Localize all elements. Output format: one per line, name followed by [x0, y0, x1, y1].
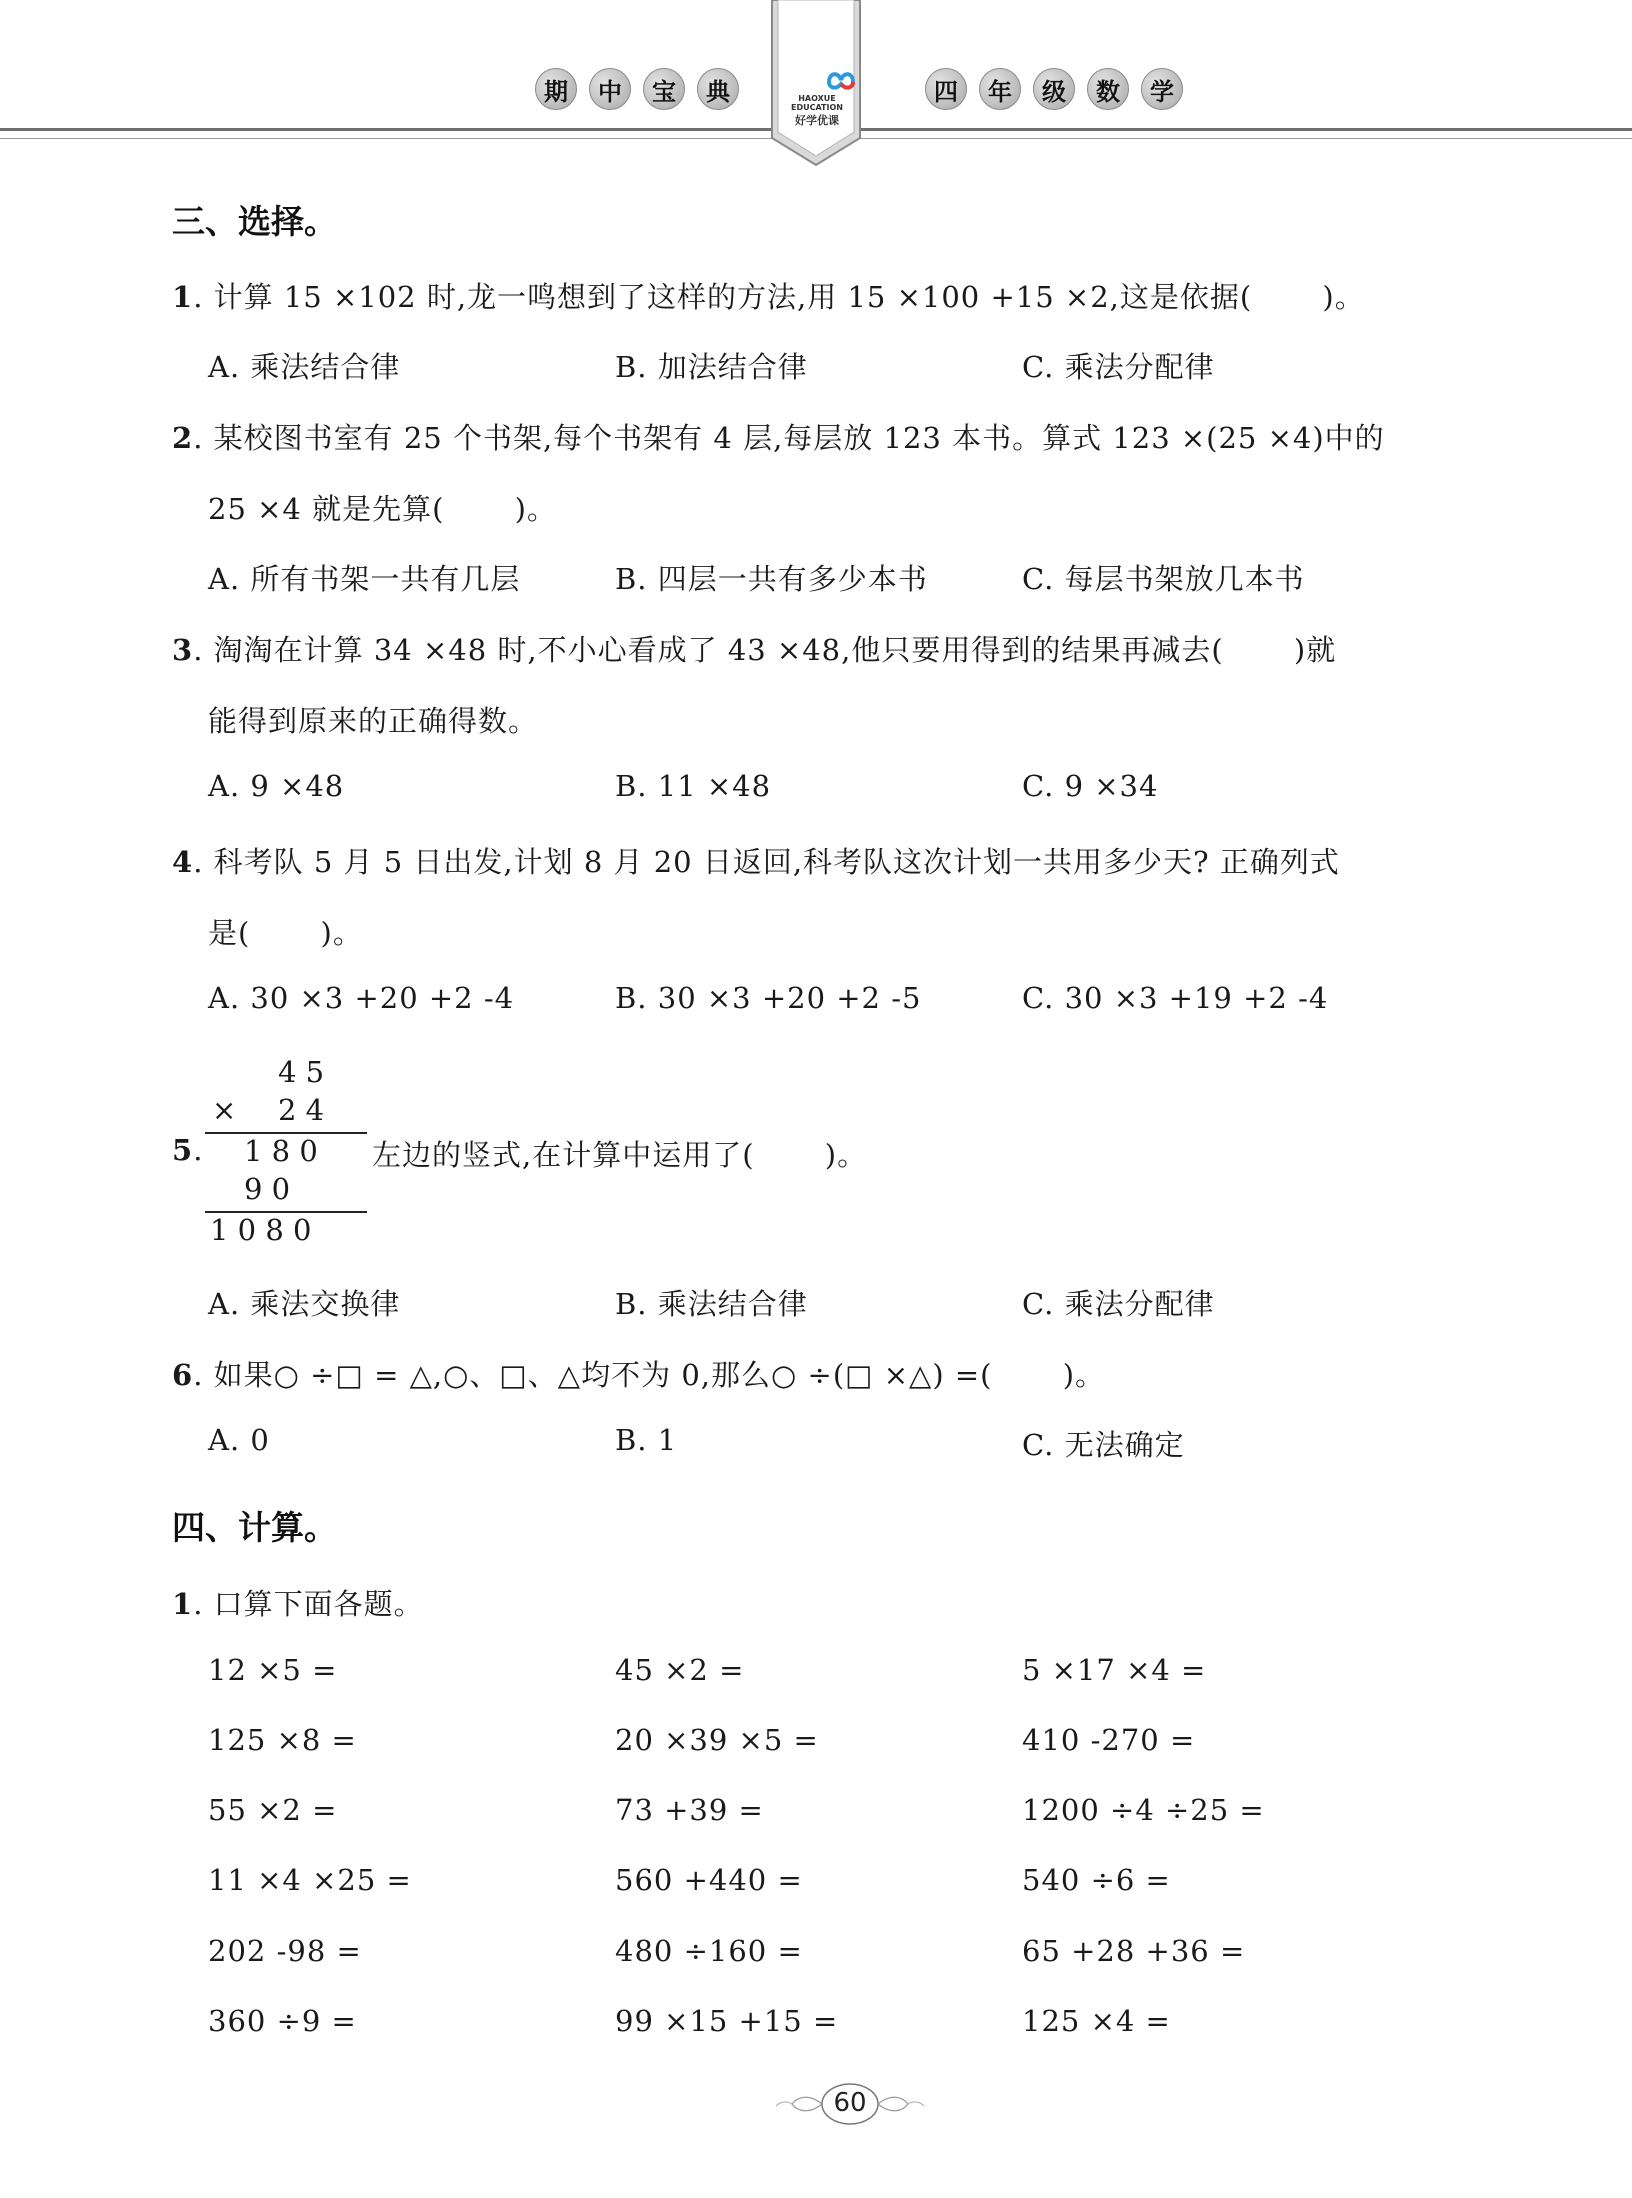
question-text: . 科考队 5 月 5 日出发,计划 8 月 20 日返回,科考队这次计划一共用多少天? 正确列式 — [193, 845, 1340, 879]
option-a: A. 所有书架一共有几层 — [208, 562, 521, 596]
option-b: B. 11 ×48 — [615, 769, 772, 803]
question-text-cont: 能得到原来的正确得数。 — [208, 704, 539, 738]
question-text: . 口算下面各题。 — [193, 1587, 424, 1621]
calc-item: 11 ×4 ×25 = — [208, 1863, 412, 1897]
option-b: B. 四层一共有多少本书 — [615, 562, 928, 596]
vertical-multiplicand: 4 5 — [278, 1055, 325, 1089]
calc-item: 560 +440 = — [615, 1863, 803, 1897]
calc-item: 45 ×2 = — [615, 1653, 745, 1687]
logo-icon — [826, 68, 856, 94]
header-char: 中 — [589, 68, 631, 110]
question-text: . 如果○ ÷□ = △,○、□、△均不为 0,那么○ ÷(□ ×△) =( )。 — [193, 1358, 1106, 1392]
header-char: 级 — [1033, 68, 1075, 110]
option-b: B. 1 — [615, 1423, 678, 1457]
header-char: 数 — [1087, 68, 1129, 110]
logo-en-1: HAOXUE — [798, 94, 836, 103]
calc-item: 480 ÷160 = — [615, 1934, 803, 1968]
question-6 — [172, 1353, 1105, 1394]
option-a: A. 9 ×48 — [208, 769, 345, 803]
calc-item: 73 +39 = — [615, 1793, 764, 1827]
question-2 — [172, 416, 1385, 457]
question-text-cont: 是( )。 — [208, 916, 363, 950]
option-c: C. 乘法分配律 — [1022, 1287, 1215, 1321]
question-text: . 淘淘在计算 34 ×48 时,不小心看成了 43 ×48,他只要用得到的结果再减去( )就 — [193, 633, 1337, 667]
logo-en-2: EDUCATION — [791, 103, 843, 112]
calc-item: 360 ÷9 = — [208, 2004, 357, 2038]
option-a: A. 0 — [208, 1423, 270, 1457]
header-title-left — [535, 68, 739, 110]
option-a: A. 乘法交换律 — [208, 1287, 401, 1321]
calc-item: 125 ×8 = — [208, 1723, 357, 1757]
header-title-right — [925, 68, 1183, 110]
question-number: 6 — [172, 1358, 194, 1392]
page-number: 60 — [833, 2088, 867, 2118]
vertical-multiplier: 2 4 — [278, 1093, 325, 1127]
calc-item: 65 +28 +36 = — [1022, 1934, 1246, 1968]
question-dot: . — [193, 1133, 204, 1167]
vertical-product: 1 0 8 0 — [210, 1213, 312, 1247]
calc-item: 202 -98 = — [208, 1934, 362, 1968]
page-header — [0, 0, 1632, 180]
question-text: 左边的竖式,在计算中运用了( )。 — [372, 1138, 868, 1172]
logo-cn: 好学优课 — [795, 114, 839, 127]
calc-item: 12 ×5 = — [208, 1653, 338, 1687]
calc-item: 540 ÷6 = — [1022, 1863, 1171, 1897]
question-3 — [172, 628, 1336, 669]
option-c: C. 30 ×3 +19 +2 -4 — [1022, 981, 1329, 1015]
option-c: C. 无法确定 — [1022, 1428, 1185, 1462]
vertical-calculation — [200, 1055, 370, 1255]
option-c: C. 每层书架放几本书 — [1022, 562, 1305, 596]
calc-item: 5 ×17 ×4 = — [1022, 1653, 1207, 1687]
header-char: 期 — [535, 68, 577, 110]
question-number: 3 — [172, 633, 194, 667]
header-char: 学 — [1141, 68, 1183, 110]
question-number: 1 — [172, 280, 194, 314]
header-char: 四 — [925, 68, 967, 110]
calc-item: 99 ×15 +15 = — [615, 2004, 839, 2038]
question-text-cont: 25 ×4 就是先算( )。 — [208, 492, 557, 526]
question-1 — [172, 275, 1365, 316]
question-number: 2 — [172, 421, 194, 455]
calc-item: 55 ×2 = — [208, 1793, 338, 1827]
option-a: A. 30 ×3 +20 +2 -4 — [208, 981, 515, 1015]
header-char: 宝 — [643, 68, 685, 110]
logo-text — [772, 94, 862, 128]
section-title: 四、计算。 — [172, 1508, 337, 1547]
header-char: 典 — [697, 68, 739, 110]
page-footer — [770, 2080, 930, 2140]
question-text: . 某校图书室有 25 个书架,每个书架有 4 层,每层放 123 本书。算式 123 ×(25 ×4)中的 — [193, 421, 1385, 455]
question-number: 4 — [172, 845, 194, 879]
vertical-partial-2: 9 0 — [244, 1172, 291, 1206]
times-sign: × — [212, 1093, 237, 1127]
option-b: B. 加法结合律 — [615, 350, 808, 384]
calc-item: 1200 ÷4 ÷25 = — [1022, 1793, 1265, 1827]
question-5 — [172, 1133, 203, 1167]
question-number: 5 — [172, 1133, 194, 1167]
question-1 — [172, 1582, 424, 1623]
option-a: A. 乘法结合律 — [208, 350, 401, 384]
calc-item: 410 -270 = — [1022, 1723, 1196, 1757]
vertical-partial-1: 1 8 0 — [244, 1134, 318, 1168]
option-b: B. 30 ×3 +20 +2 -5 — [615, 981, 922, 1015]
calc-item: 125 ×4 = — [1022, 2004, 1171, 2038]
question-4 — [172, 840, 1340, 881]
option-c: C. 乘法分配律 — [1022, 350, 1215, 384]
calc-item: 20 ×39 ×5 = — [615, 1723, 819, 1757]
question-text: . 计算 15 ×102 时,龙一鸣想到了这样的方法,用 15 ×100 +15 ×2,这是依据( )。 — [193, 280, 1365, 314]
option-c: C. 9 ×34 — [1022, 769, 1159, 803]
header-char: 年 — [979, 68, 1021, 110]
question-number: 1 — [172, 1587, 194, 1621]
section-title: 三、选择。 — [172, 202, 337, 241]
option-b: B. 乘法结合律 — [615, 1287, 808, 1321]
